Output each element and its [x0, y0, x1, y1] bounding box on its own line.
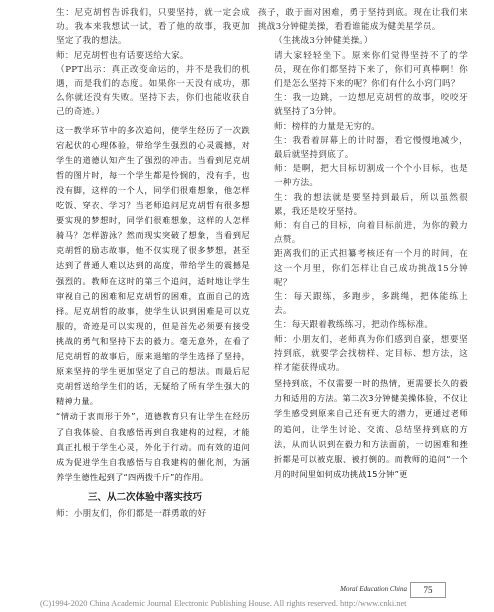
- page-number: [410, 582, 446, 598]
- dialogue-paragraph: 生：每天跟着教练练习，把动作练标准。: [274, 320, 434, 331]
- dialogue-paragraph: 师：有自己的目标，向着目标前进，为你的毅力点赞。: [274, 221, 468, 246]
- dialogue-paragraph: 生：尼克胡哲告诉我们，只要坚持，就一定会成功。我本来我想试一试，看了他的故事，我更加坚定了我的想法。: [56, 8, 250, 47]
- body-paragraph: 这一教学环节中的多次追问，使学生经历了一次跌宕起伏的心理体验，带给学生强烈的心灵震撼，对学生的道德认知产生了强烈的冲击。当看到尼克胡哲的图片时，每一个学生都是怜悯的，没有手，也没有脚，这样的一个人，同学们很难想象，他怎样吃饭、穿衣、学习？当老师追问尼克胡哲有很多想要实现的梦想时，同学们很难想象，这样的人怎样骑马？怎样游泳？然而现实突破了想象，当看到尼克胡哲的励志故事，他不仅实现了很多梦想，甚至达到了普通人难以达到的高度，带给学生的震撼是强烈的。教师在这时的第三个追问，适时地让学生审视自己的困难和尼克胡哲的困难，直面自己的选择。尼克胡哲的故事，使学生认识到困难是可以克服的，奇迹是可以实现的，但是首先必须要有接受挑战的勇气和坚持下去的毅力。毫无意外，在看了尼克胡哲的故事后，原来退缩的学生选择了坚持，原来坚持的学生更加坚定了自己的想法。而最后尼克胡哲送给学生们的话，无疑给了所有学生强大的精神力量。: [56, 124, 250, 407]
- dialogue-paragraph: 师：小朋友们，老师真为你们感到自豪，想要坚持到底，就要学会找榜样、定目标、想方法，这样才能获得成功。: [274, 334, 468, 374]
- dialogue-paragraph: 孩子，敢于面对困难，勇于坚持到底。现在让我们来挑战3分钟健美操，看看谁能成为健美星学员。: [258, 8, 468, 33]
- dialogue-paragraph: （生挑战3分钟健美操。）: [274, 36, 373, 47]
- section-heading: 三、从二次体验中落实技巧: [87, 491, 202, 503]
- dialogue-paragraph: 生：我看着屏幕上的计时器，看它慢慢地减少，最后就坚持到底了。: [274, 135, 468, 161]
- dialogue-paragraph: 距离我们的正式担纂考核还有一个月的时间，在这一个月里，你们怎样让自己成功挑战15分钟呢？: [274, 249, 468, 288]
- dialogue-paragraph: 师：是啊，把大目标切割成一个个小目标，也是一种方法。: [274, 164, 468, 189]
- dialogue-paragraph: 生：我一边跳，一边想尼克胡哲的故事，咬咬牙就坚持了3分钟。: [274, 93, 468, 118]
- dialogue-paragraph: 师：尼克胡哲也有话要送给大家。: [56, 50, 189, 61]
- right-column: [258, 6, 468, 482]
- journal-name: Moral Education China: [340, 585, 407, 593]
- dialogue-paragraph: 生：每天跟练，多跑步，多跳绳，把体能练上去。: [274, 292, 468, 317]
- copyright-line: (C)1994-2020 China Academic Journal Electronic Publishing House. All rights reserved. http://www.cnki.net: [40, 599, 407, 608]
- dialogue-paragraph: 师：小朋友们，你们都是一群勇敢的好: [56, 508, 207, 519]
- dialogue-paragraph: 请大家轻轻坐下。原来你们觉得坚持不了的学员，现在你们都坚持下来了，你们可真棒啊！你们是怎么坚持下来的呢？你们有什么小窍门吗？: [274, 50, 468, 90]
- dialogue-paragraph: 师：榜样的力量是无穷的。: [274, 121, 381, 132]
- dialogue-paragraph: 生：我的想法就是要坚持到最后，所以虽然很累，我还是咬牙坚持。: [274, 192, 468, 217]
- page-footer: [0, 585, 494, 612]
- page-number-text: 75: [423, 585, 433, 595]
- body-paragraph: 坚持到底，不仅需要一时的热情，更需要长久的毅力和适用的方法。第二次3分钟健美操体验，不仅让学生感受到原来自己还有更大的潜力，更通过老师的追问，让学生讨论、交流、总结坚持到底的方法，从而认识到在毅力和方法面前，一切困难和挫折都是可以被克服、被打倒的。而教师的追问“一个月的时间里如何成功挑战15分钟”更: [274, 378, 468, 479]
- dialogue-paragraph: （PPT出示：真正改变命运的，并不是我们的机遇，而是我们的态度。如果你一天没有成功，那么你就还没有失败。坚持下去，你们也能收获自己的奇迹。）: [56, 64, 250, 118]
- body-paragraph: “情动于衷而形于外”，道德教育只有让学生在经历了自我体验、自我感悟再到自我建构的过程，才能真正扎根于学生心灵，外化于行动。而有效的追问成为促进学生自我感悟与自我建构的催化剂，为涵养学生德性起到了“四两拨千斤”的作用。: [56, 411, 250, 482]
- left-column: [40, 6, 250, 521]
